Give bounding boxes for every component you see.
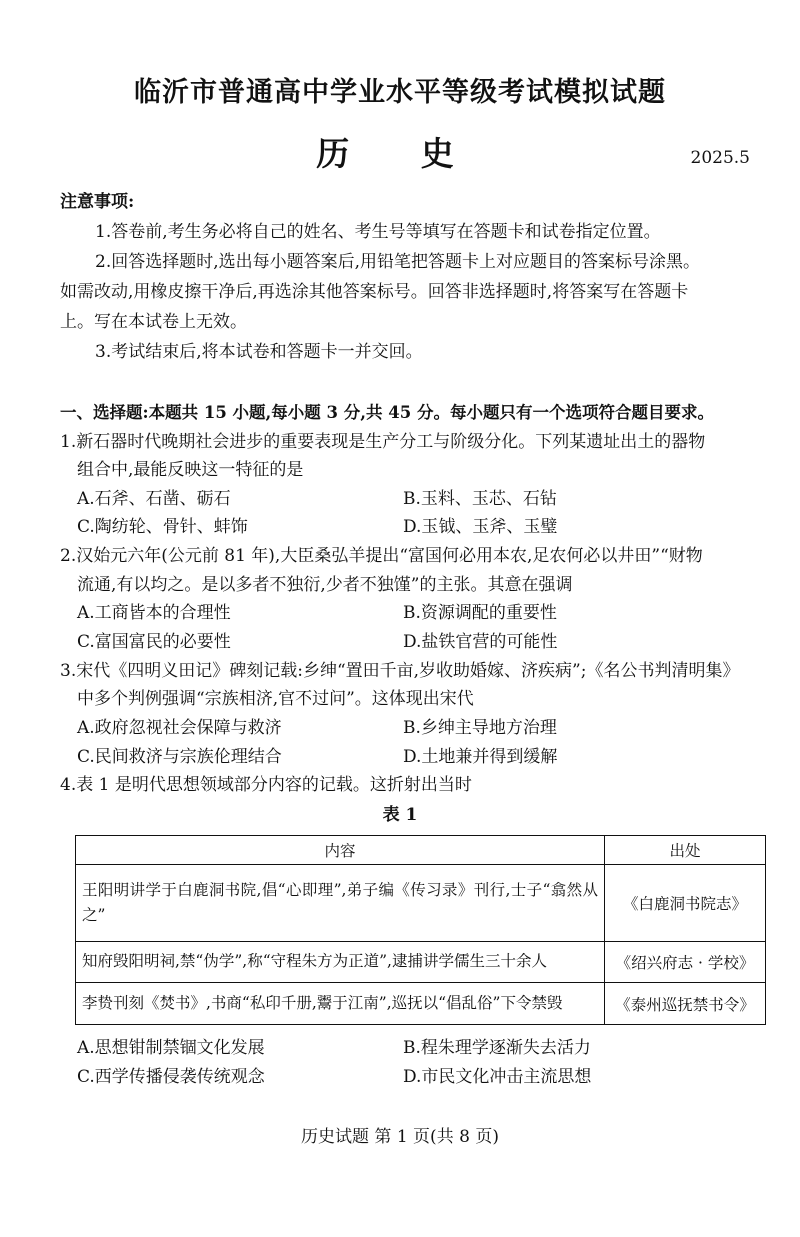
question-stem: 中多个判例强调“宗族相济,官不过问”。这体现出宋代	[77, 689, 474, 709]
table-row	[76, 941, 766, 983]
table-cell-source: 《泰州巡抚禁书令》	[605, 983, 766, 1025]
option-b: B.程朱理学逐渐失去活力	[403, 1038, 591, 1058]
option-c: C.民间救济与宗族伦理结合	[77, 747, 282, 767]
option-c: C.西学传播侵袭传统观念	[77, 1067, 265, 1087]
table-cell-content: 知府毁阳明祠,禁“伪学”,称“守程朱方为正道”,逮捕讲学儒生三十余人	[76, 941, 605, 983]
table-header-source: 出处	[605, 836, 766, 865]
notice-line: 2.回答选择题时,选出每小题答案后,用铅笔把答题卡上对应题目的答案标号涂黑。	[95, 252, 701, 272]
option-a: A.工商皆本的合理性	[77, 603, 231, 623]
option-a: A.石斧、石凿、砺石	[77, 489, 231, 509]
table-header-content: 内容	[76, 836, 605, 865]
question-stem: 4.表 1 是明代思想领域部分内容的记载。这折射出当时	[60, 775, 472, 795]
option-c: C.陶纺轮、骨针、蚌饰	[77, 517, 248, 537]
subject-title: 历 史	[316, 134, 484, 173]
section-heading: 一、选择题:本题共 15 小题,每小题 3 分,共 45 分。每小题只有一个选项符合题目要求。	[60, 403, 714, 422]
table-header-row	[76, 836, 766, 865]
option-b: B.资源调配的重要性	[403, 603, 557, 623]
option-a: A.思想钳制禁锢文化发展	[77, 1038, 265, 1058]
notice-heading: 注意事项:	[60, 192, 135, 212]
question-stem: 组合中,最能反映这一特征的是	[77, 460, 304, 480]
table-cell-source: 《绍兴府志 · 学校》	[605, 941, 766, 983]
question-stem: 2.汉始元六年(公元前 81 年),大臣桑弘羊提出“富国何必用本农,足农何必以井田”“财物	[60, 546, 703, 566]
table-cell-content: 王阳明讲学于白鹿洞书院,倡“心即理”,弟子编《传习录》刊行,士子“翕然从之”	[76, 865, 605, 942]
question-stem: 3.宋代《四明义田记》碑刻记载:乡绅“置田千亩,岁收助婚嫁、济疾病”;《名公书判清明集》	[60, 661, 740, 681]
option-d: D.土地兼并得到缓解	[403, 747, 558, 767]
notice-line: 如需改动,用橡皮擦干净后,再选涂其他答案标号。回答非选择题时,将答案写在答题卡	[60, 282, 689, 302]
notice-line: 上。写在本试卷上无效。	[60, 312, 247, 332]
table-cell-source: 《白鹿洞书院志》	[605, 865, 766, 942]
option-d: D.盐铁官营的可能性	[403, 632, 558, 652]
question-stem: 1.新石器时代晚期社会进步的重要表现是生产分工与阶级分化。下列某遗址出土的器物	[60, 432, 706, 452]
notice-line: 3.考试结束后,将本试卷和答题卡一并交回。	[95, 342, 423, 362]
option-d: D.玉钺、玉斧、玉璧	[403, 517, 558, 537]
exam-title: 临沂市普通高中学业水平等级考试模拟试题	[134, 77, 666, 108]
page-footer: 历史试题 第 1 页(共 8 页)	[301, 1127, 499, 1147]
table-row	[76, 983, 766, 1025]
table-caption: 表 1	[382, 805, 418, 825]
option-b: B.玉料、玉芯、石钻	[403, 489, 557, 509]
option-c: C.富国富民的必要性	[77, 632, 231, 652]
exam-date: 2025.5	[690, 148, 750, 168]
table-cell-content: 李贽刊刻《焚书》,书商“私印千册,鬻于江南”,巡抚以“倡乱俗”下令禁毁	[76, 983, 605, 1025]
option-a: A.政府忽视社会保障与救济	[77, 718, 282, 738]
notice-line: 1.答卷前,考生务必将自己的姓名、考生号等填写在答题卡和试卷指定位置。	[95, 222, 661, 242]
option-d: D.市民文化冲击主流思想	[403, 1067, 592, 1087]
question-stem: 流通,有以均之。是以多者不独衍,少者不独馑”的主张。其意在强调	[77, 575, 573, 595]
table-row	[76, 865, 766, 942]
option-b: B.乡绅主导地方治理	[403, 718, 557, 738]
table-1	[75, 835, 766, 1025]
